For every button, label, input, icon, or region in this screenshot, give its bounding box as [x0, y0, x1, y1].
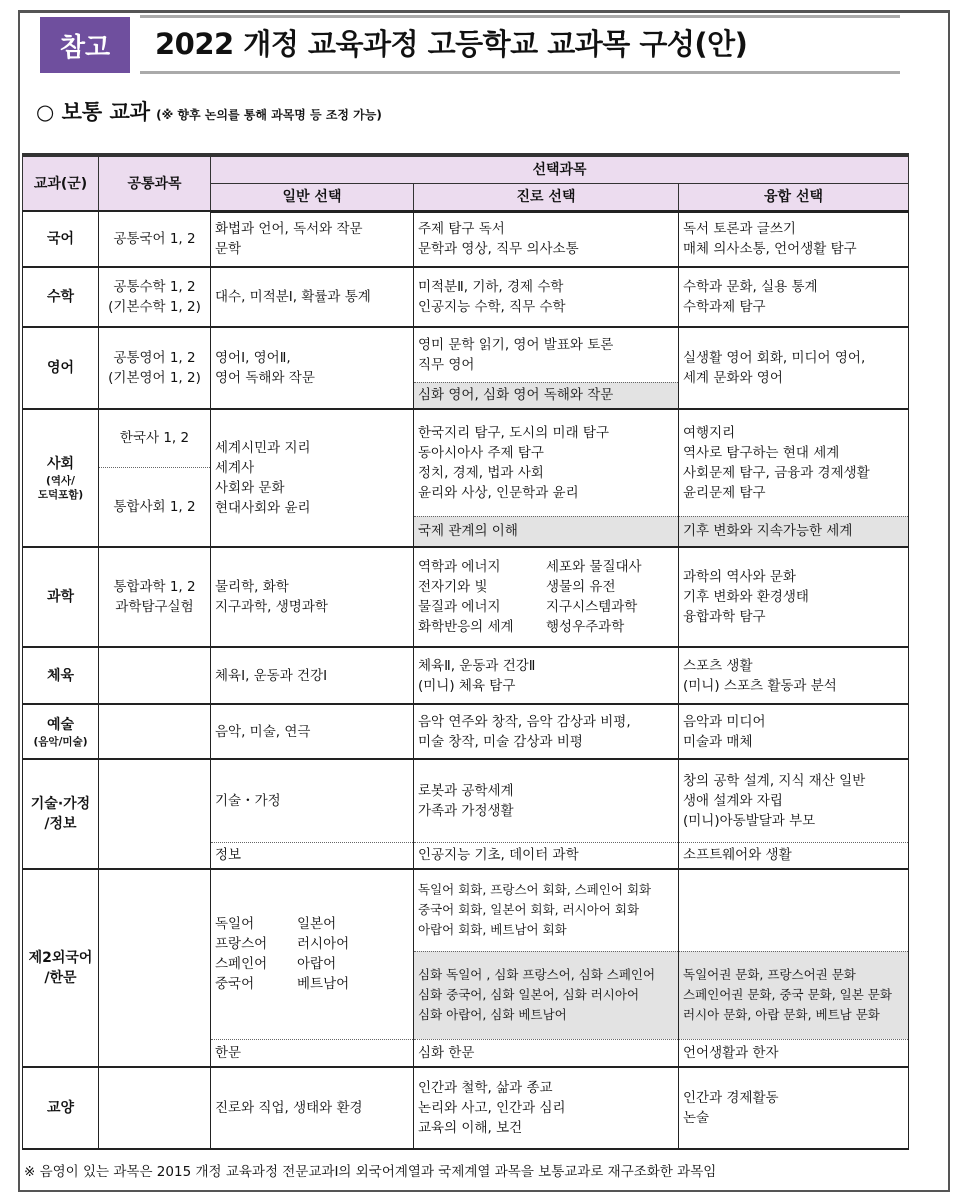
subject-cell: 과학 — [23, 547, 99, 647]
career-item: 세포와 물질대사 — [546, 559, 642, 575]
general-item: 스페인어 — [215, 956, 268, 973]
general-cell: 화법과 언어, 독서와 작문 문학 — [211, 211, 414, 267]
section-title: ○ 보통 교과 — [36, 100, 151, 124]
subject-sub-label: (음악/미술) — [33, 735, 88, 748]
fusion-cell: 언어생활과 한자 — [679, 1039, 909, 1067]
section-heading — [36, 96, 382, 126]
row-pe — [23, 647, 909, 704]
common-cell: 공통국어 1, 2 — [99, 211, 211, 267]
reference-badge: 참고 — [40, 17, 130, 73]
fusion-cell: 음악과 미디어 미술과 매체 — [679, 704, 909, 759]
page-title: 2022 개정 교육과정 고등학교 교과목 구성(안) — [155, 27, 748, 61]
subject-cell: 체육 — [23, 647, 99, 704]
career-cell: 미적분Ⅱ, 기하, 경제 수학 인공지능 수학, 직무 수학 — [414, 267, 679, 327]
curriculum-table — [22, 153, 909, 1150]
fusion-shaded-cell: 독일어권 문화, 프랑스어권 문화 스페인어권 문화, 중국 문화, 일본 문화 러시아 문화, 아랍 문화, 베트남 문화 — [679, 951, 909, 1039]
common-cell — [99, 1067, 211, 1149]
common-cell: 공통수학 1, 2 (기본수학 1, 2) — [99, 267, 211, 327]
general-cell: 음악, 미술, 연극 — [211, 704, 414, 759]
general-cell: 한문 — [211, 1039, 414, 1067]
general-item: 독일어 — [215, 916, 255, 933]
fusion-cell: 독서 토론과 글쓰기 매체 의사소통, 언어생활 탐구 — [679, 211, 909, 267]
general-cell: 세계시민과 지리 세계사 사회와 문화 현대사회와 윤리 — [211, 409, 414, 547]
footnote: ※ 음영이 있는 과목은 2015 개정 교육과정 전문교과Ⅰ의 외국어계열과 국제계열 과목을 보통교과로 재구조화한 과목임 — [24, 1164, 717, 1180]
career-cell: 인간과 철학, 삶과 종교 논리와 사고, 인간과 심리 교육의 이해, 보건 — [414, 1067, 679, 1149]
career-shaded-cell: 심화 독일어 , 심화 프랑스어, 심화 스페인어 심화 중국어, 심화 일본어, 심화 러시아어 심화 아랍어, 심화 베트남어 — [414, 951, 679, 1039]
career-cell: 영미 문학 읽기, 영어 발표와 토론 직무 영어 — [414, 327, 679, 382]
section-note: (※ 향후 논의를 통해 과목명 등 조정 가능) — [156, 108, 382, 122]
career-cell: 체육Ⅱ, 운동과 건강Ⅱ (미니) 체육 탐구 — [414, 647, 679, 704]
career-cell: 독일어 회화, 프랑스어 회화, 스페인어 회화 중국어 회화, 일본어 회화, 러시아어 회화 아랍어 회화, 베트남어 회화 — [414, 869, 679, 951]
row-liberal — [23, 1067, 909, 1149]
row-foreign — [23, 869, 909, 951]
common-cell: 한국사 1, 2 — [99, 409, 211, 467]
fusion-cell: 여행지리 역사로 탐구하는 현대 세계 사회문제 탐구, 금융과 경제생활 윤리문제 탐구 — [679, 409, 909, 516]
common-cell — [99, 647, 211, 704]
career-shaded-cell: 심화 영어, 심화 영어 독해와 작문 — [414, 382, 679, 409]
career-cell: 로봇과 공학세계 가족과 가정생활 — [414, 759, 679, 842]
subject-sub-label: (역사/ 도덕포함) — [37, 475, 84, 501]
title-top-rule — [140, 15, 900, 18]
career-cell: 음악 연주와 창작, 음악 감상과 비평, 미술 창작, 미술 감상과 비평 — [414, 704, 679, 759]
subject-cell — [23, 409, 99, 547]
common-cell: 통합과학 1, 2 과학탐구실험 — [99, 547, 211, 647]
subject-label: 사회 — [46, 456, 75, 472]
career-cell: 한국지리 탐구, 도시의 미래 탐구 동아시아사 주제 탐구 정치, 경제, 법과 사회 윤리와 사상, 인문학과 윤리 — [414, 409, 679, 516]
fusion-cell — [679, 869, 909, 951]
subject-label: 예술 — [46, 716, 75, 733]
fusion-cell: 창의 공학 설계, 지식 재산 일반 생애 설계와 자립 (미니)아동발달과 부모 — [679, 759, 909, 842]
career-item: 역학과 에너지 — [418, 559, 501, 575]
career-cell — [414, 547, 679, 647]
general-cell: 대수, 미적분Ⅰ, 확률과 통계 — [211, 267, 414, 327]
common-cell — [99, 869, 211, 1067]
general-item: 일본어 — [297, 916, 337, 933]
general-cell: 물리학, 화학 지구과학, 생명과학 — [211, 547, 414, 647]
subject-cell: 국어 — [23, 211, 99, 267]
row-tech — [23, 759, 909, 842]
general-cell: 정보 — [211, 842, 414, 869]
subject-cell: 영어 — [23, 327, 99, 409]
common-cell — [99, 704, 211, 759]
common-cell: 통합사회 1, 2 — [99, 467, 211, 547]
career-cell: 주제 탐구 독서 문학과 영상, 직무 의사소통 — [414, 211, 679, 267]
common-cell: 공통영어 1, 2 (기본영어 1, 2) — [99, 327, 211, 409]
general-item: 프랑스어 — [215, 936, 268, 953]
fusion-cell: 과학의 역사와 문화 기후 변화와 환경생태 융합과학 탐구 — [679, 547, 909, 647]
fusion-cell: 실생활 영어 회화, 미디어 영어, 세계 문화와 영어 — [679, 327, 909, 409]
general-item: 아랍어 — [297, 956, 337, 973]
row-math — [23, 267, 909, 327]
title-bottom-rule — [140, 71, 900, 74]
fusion-cell: 수학과 문화, 실용 통계 수학과제 탐구 — [679, 267, 909, 327]
col-fusion: 융합 선택 — [679, 183, 909, 211]
fusion-shaded-cell: 기후 변화와 지속가능한 세계 — [679, 516, 909, 547]
career-cell: 인공지능 기초, 데이터 과학 — [414, 842, 679, 869]
col-elective: 선택과목 — [211, 155, 909, 183]
general-cell — [211, 869, 414, 1039]
col-common: 공통과목 — [99, 155, 211, 211]
row-korean — [23, 211, 909, 267]
general-cell: 기술・가정 — [211, 759, 414, 842]
career-item: 전자기와 빛 — [418, 579, 488, 595]
common-cell — [99, 759, 211, 869]
career-item: 화학반응의 세계 — [418, 619, 514, 635]
career-item: 행성우주과학 — [546, 619, 625, 635]
general-cell: 진로와 직업, 생태와 환경 — [211, 1067, 414, 1149]
row-science — [23, 547, 909, 647]
career-shaded-cell: 국제 관계의 이해 — [414, 516, 679, 547]
col-subject: 교과(군) — [23, 155, 99, 211]
subject-cell: 교양 — [23, 1067, 99, 1149]
career-item: 생물의 유전 — [546, 579, 616, 595]
general-item: 중국어 — [215, 976, 255, 993]
general-item: 러시아어 — [297, 936, 350, 953]
general-item: 베트남어 — [297, 976, 350, 993]
row-social — [23, 409, 909, 467]
career-item: 지구시스템과학 — [546, 599, 638, 615]
general-cell: 체육Ⅰ, 운동과 건강Ⅰ — [211, 647, 414, 704]
subject-cell: 기술·가정 /정보 — [23, 759, 99, 869]
col-career: 진로 선택 — [414, 183, 679, 211]
row-english — [23, 327, 909, 382]
subject-cell: 수학 — [23, 267, 99, 327]
general-cell: 영어Ⅰ, 영어Ⅱ, 영어 독해와 작문 — [211, 327, 414, 409]
subject-cell: 제2외국어 /한문 — [23, 869, 99, 1067]
subject-cell — [23, 704, 99, 759]
col-general: 일반 선택 — [211, 183, 414, 211]
fusion-cell: 소프트웨어와 생활 — [679, 842, 909, 869]
row-arts — [23, 704, 909, 759]
fusion-cell: 스포츠 생활 (미니) 스포츠 활동과 분석 — [679, 647, 909, 704]
career-cell: 심화 한문 — [414, 1039, 679, 1067]
career-item: 물질과 에너지 — [418, 599, 501, 615]
fusion-cell: 인간과 경제활동 논술 — [679, 1067, 909, 1149]
